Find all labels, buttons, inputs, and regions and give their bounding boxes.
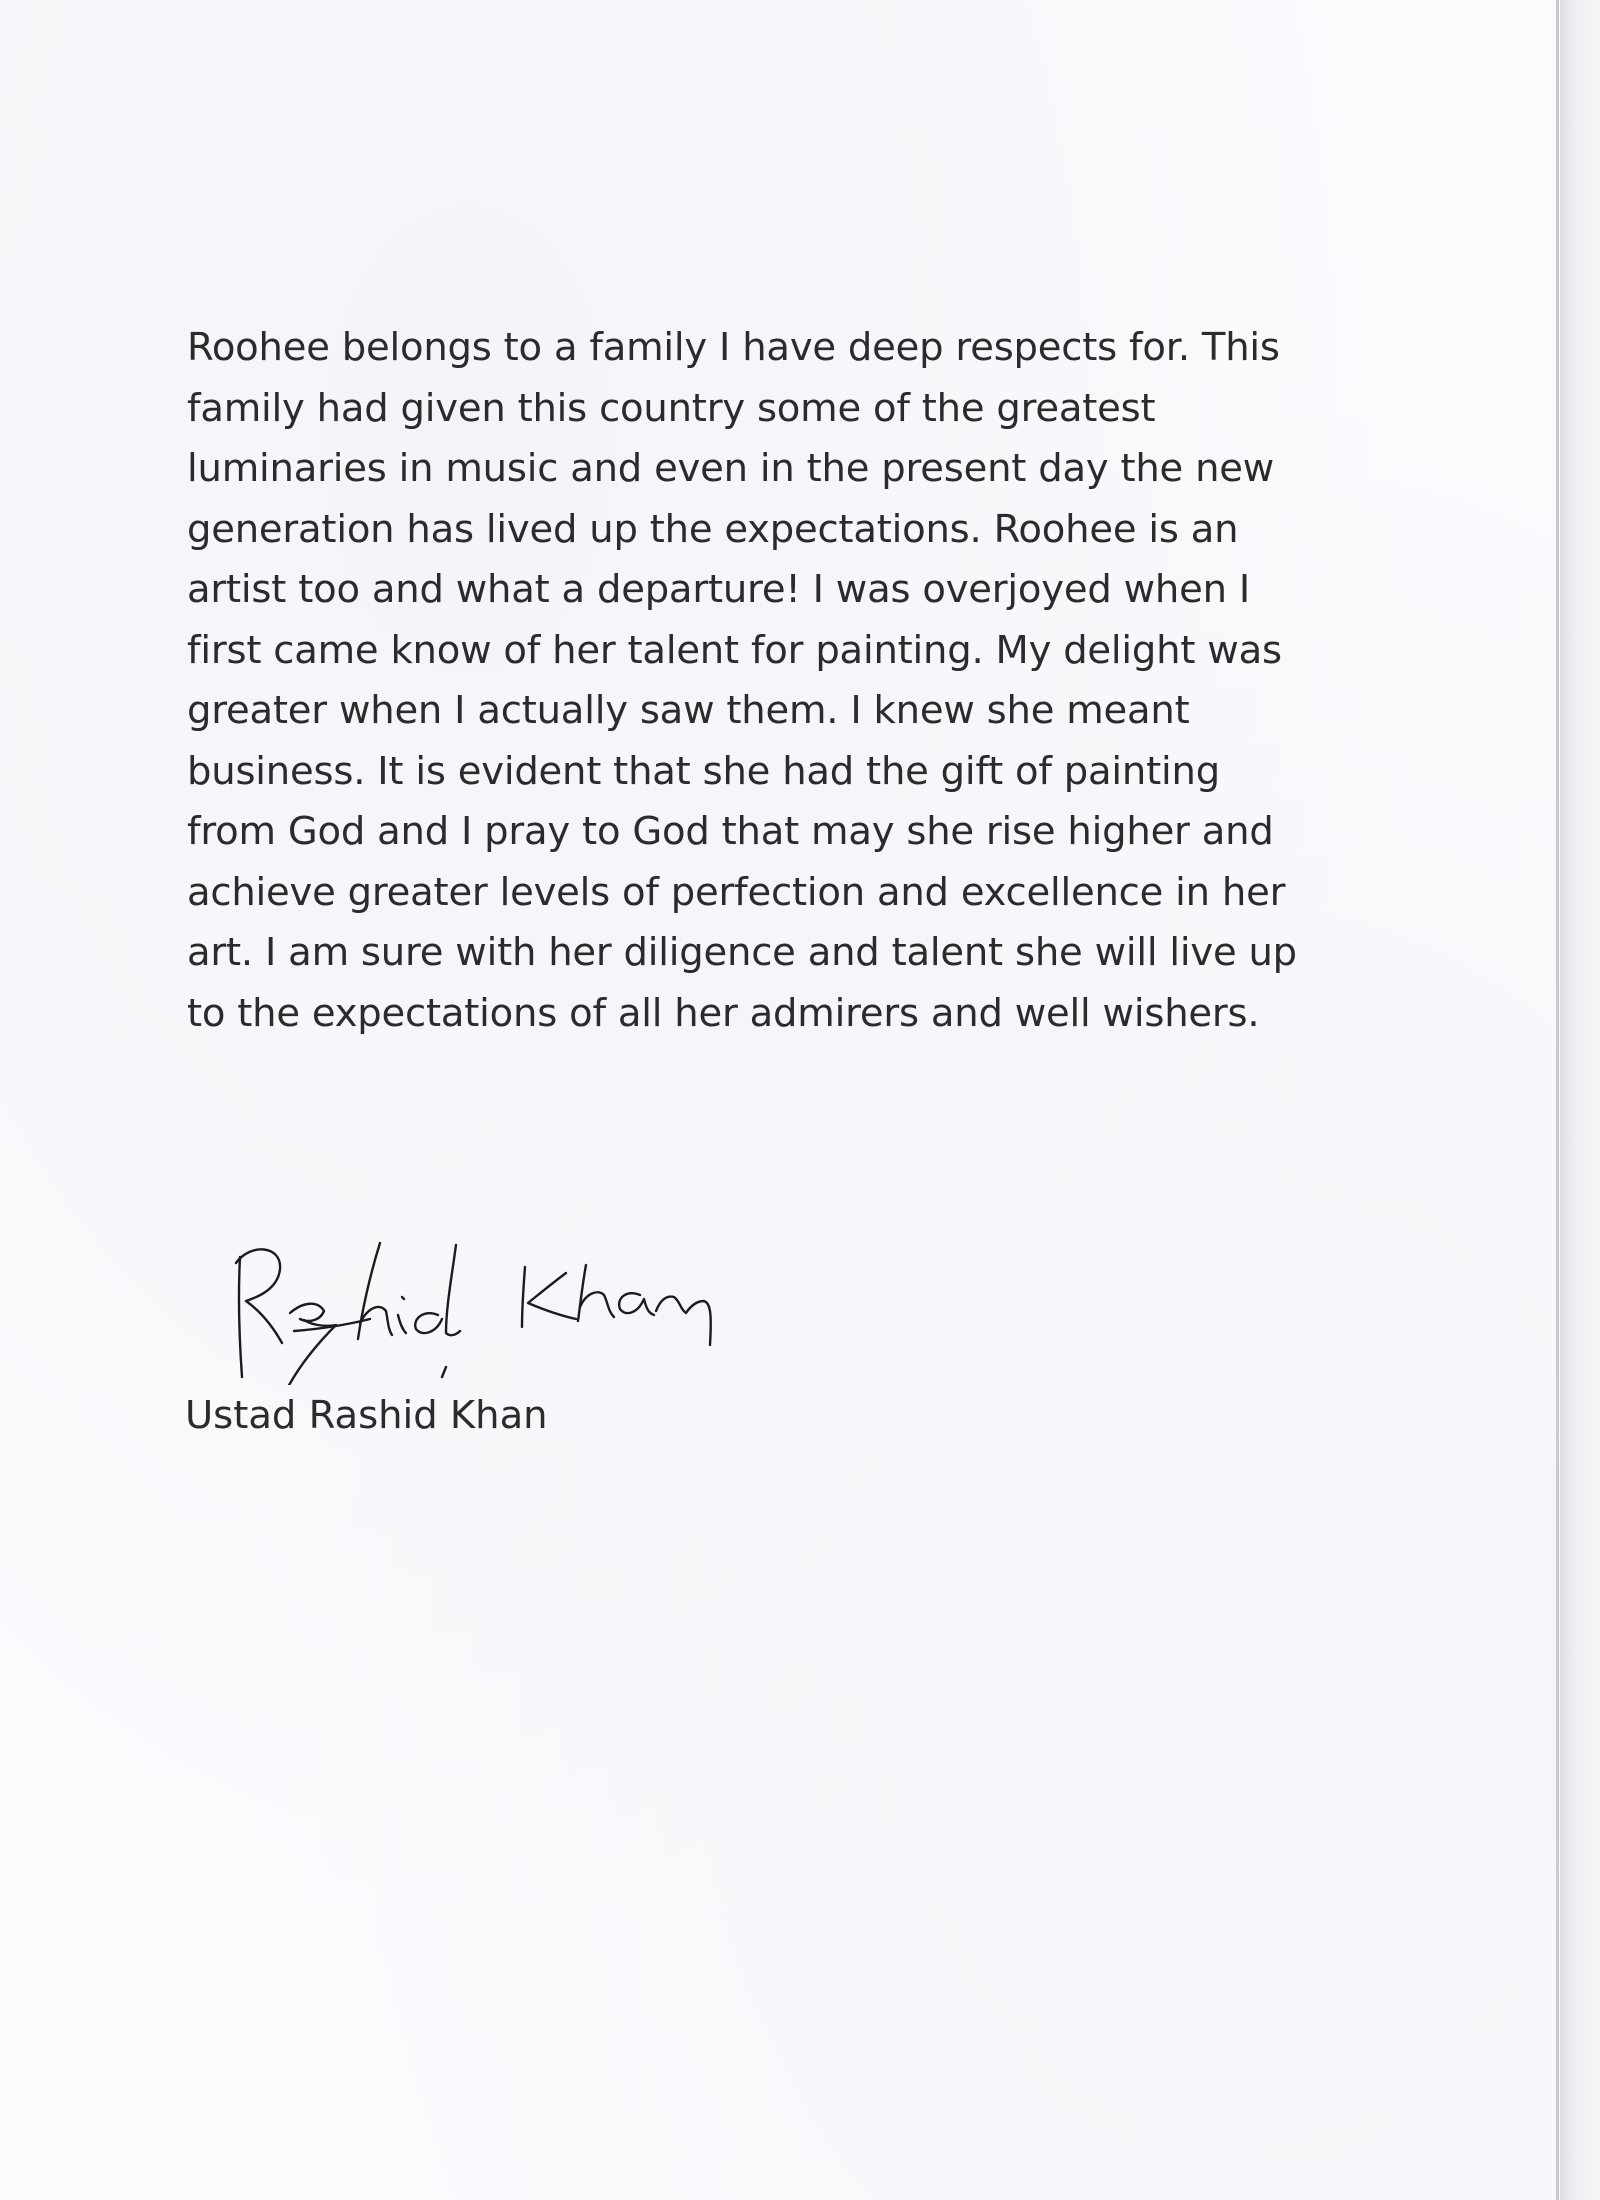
body-line: from God and I pray to God that may she rise higher and (187, 809, 1274, 854)
body-line: generation has lived up the expectations. Roohee is an (187, 506, 1239, 552)
body-line: greater when I actually saw them. I knew she meant (187, 688, 1190, 733)
body-line: family had given this country some of the greatest (187, 385, 1156, 431)
letter-body (187, 318, 1367, 1044)
body-line: luminaries in music and even in the present day the new (187, 446, 1275, 491)
page-edge-shadow (1556, 0, 1559, 2200)
body-line: artist too and what a departure! I was overjoyed when I (187, 567, 1250, 612)
body-line: business. It is evident that she had the gift of painting (187, 748, 1220, 794)
handwritten-signature (220, 1215, 880, 1385)
signer-name: Ustad Rashid Khan (185, 1393, 548, 1438)
body-line: art. I am sure with her diligence and talent she will live up (187, 930, 1297, 975)
body-line: achieve greater levels of perfection and excellence in her (187, 869, 1286, 915)
body-line: first came know of her talent for painting. My delight was (187, 627, 1282, 673)
body-line: to the expectations of all her admirers and well wishers. (187, 990, 1260, 1036)
body-line: Roohee belongs to a family I have deep respects for. This (187, 325, 1280, 370)
page-edge (1560, 0, 1600, 2200)
